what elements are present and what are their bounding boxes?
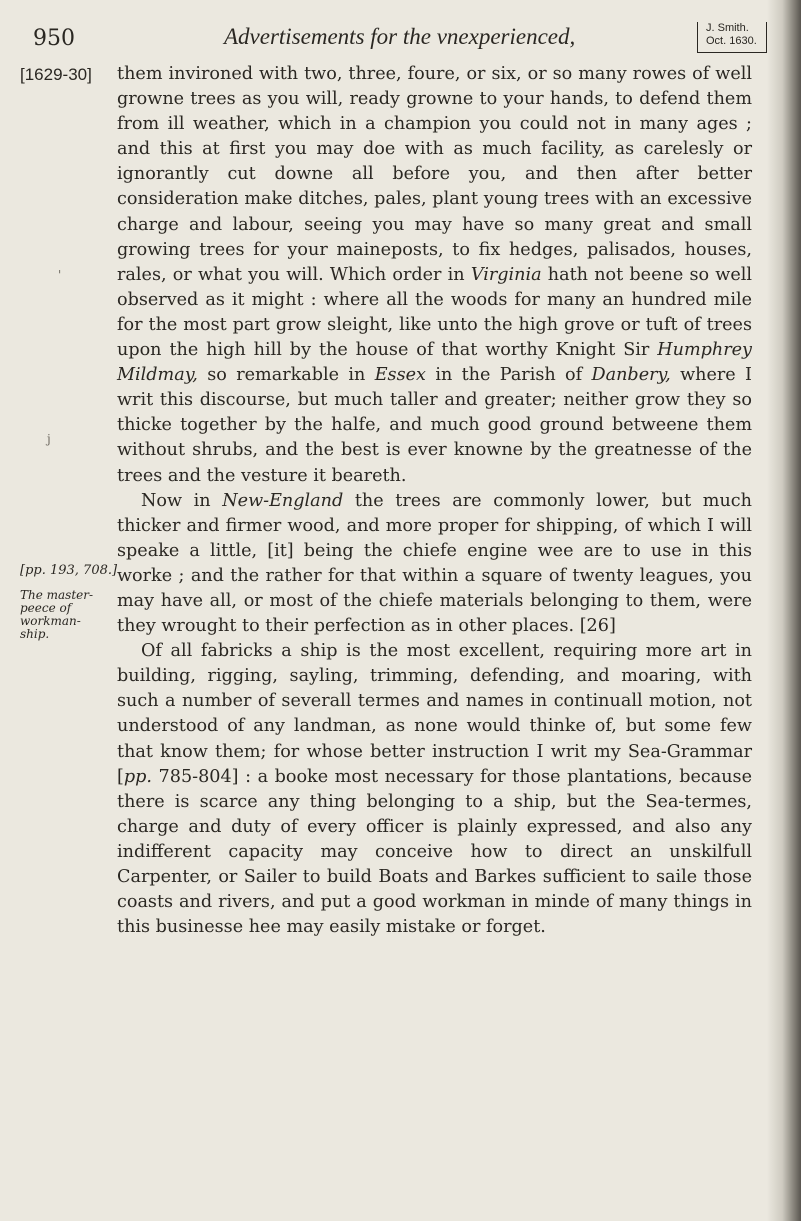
margin-date-stamp: [1629-30]	[20, 65, 92, 84]
page-number: 950	[33, 26, 75, 51]
italic-abbreviation: pp.	[123, 766, 152, 787]
margin-note-line: ship.	[20, 627, 50, 641]
text-run: in the Parish of	[425, 365, 592, 386]
margin-page-reference: [pp. 193, 708.]	[20, 563, 118, 578]
text-run: hath not beene so well observed as it might : where all the woods for many an hundred mile for the most part grow sleight, like unto the high grove or tuft of trees upon the high hill by the house of that worthy Knight Sir	[117, 264, 753, 361]
running-title: Advertisements for the vnexperienced,	[224, 24, 576, 49]
header-ref-bracket	[760, 22, 767, 53]
margin-note-line: peece of	[20, 601, 72, 615]
header-ref-date: Oct. 1630.	[706, 35, 757, 47]
paragraph	[117, 62, 752, 489]
text-run: Now in	[141, 490, 223, 511]
italic-place-name: Virginia	[470, 264, 542, 285]
text-run: Of all fabricks a ship is the most excellent, requiring more art in building, rigging, sayling, trimming, defending, and moaring, with such a number of severall termes and names in continuall motion, not understood of any landman, as none would thinke of, but some few that know them; for whose better instruction I writ my Sea-Grammar [	[117, 641, 752, 787]
margin-mark: j	[47, 432, 51, 446]
italic-place-name: Danbery,	[591, 365, 671, 386]
text-run: 785-804] : a booke most necessary for those plantations, because there is scarce any thing belonging to a ship, but the Sea-termes, charge and duty of every officer is plainly expressed, and also any indifferent capacity may conceive how to direct an unskilfull Carpenter, or Sailer to build Boats and Barkes sufficient to saile those coasts and rivers, and put a good workman in minde of many things in this businesse hee may easily mistake or forget.	[117, 766, 752, 938]
paragraph	[117, 489, 752, 640]
italic-person-name: Humphrey Mildmay,	[117, 340, 752, 386]
italic-place-name: Essex	[374, 365, 426, 386]
text-run: where I writ this discourse, but much taller and greater; neither grow they so thicke together by the halfe, and much good ground betweene them without shrubs, and the best is ever knowne by the greatnesse of the trees and the vesture it beareth.	[117, 365, 752, 486]
page-edge-shadow	[767, 0, 801, 1221]
paragraph	[117, 639, 752, 940]
text-run: the trees are commonly lower, but much thicker and firmer wood, and more proper for shipping, of which I will speake a little, [it] being the chiefe engine wee are to use in this worke ; and the rather for that within a square of twenty leagues, you may have all, or most of the chiefe materials belonging to them, were they wrought to their perfection as in other places. [26]	[117, 490, 752, 637]
text-run: them invironed with two, three, foure, or six, or so many rowes of well growne trees as you will, ready growne to your hands, to defend them from ill weather, which in a champion you could not in many ages ; and this at first you may doe with as much facility, as carelesly or ignorantly cut downe all before you, and then after better consideration make ditches, pales, plant young trees with an excessive charge and labour, seeing you may have so many great and small growing trees for your maineposts, to fix hedges, palisados, houses, rales, or what you will. Which order in	[117, 64, 752, 285]
italic-place-name: New-England	[222, 490, 344, 511]
margin-note	[20, 589, 100, 641]
margin-note-line: The master-	[20, 588, 94, 602]
text-run: so remarkable in	[197, 365, 375, 386]
header-ref-author: J. Smith.	[706, 22, 749, 34]
margin-note-line: workman-	[20, 614, 81, 628]
author-date-reference	[697, 22, 766, 53]
page-header	[33, 22, 763, 54]
margin-mark: '	[58, 268, 62, 282]
body-text	[117, 62, 752, 940]
